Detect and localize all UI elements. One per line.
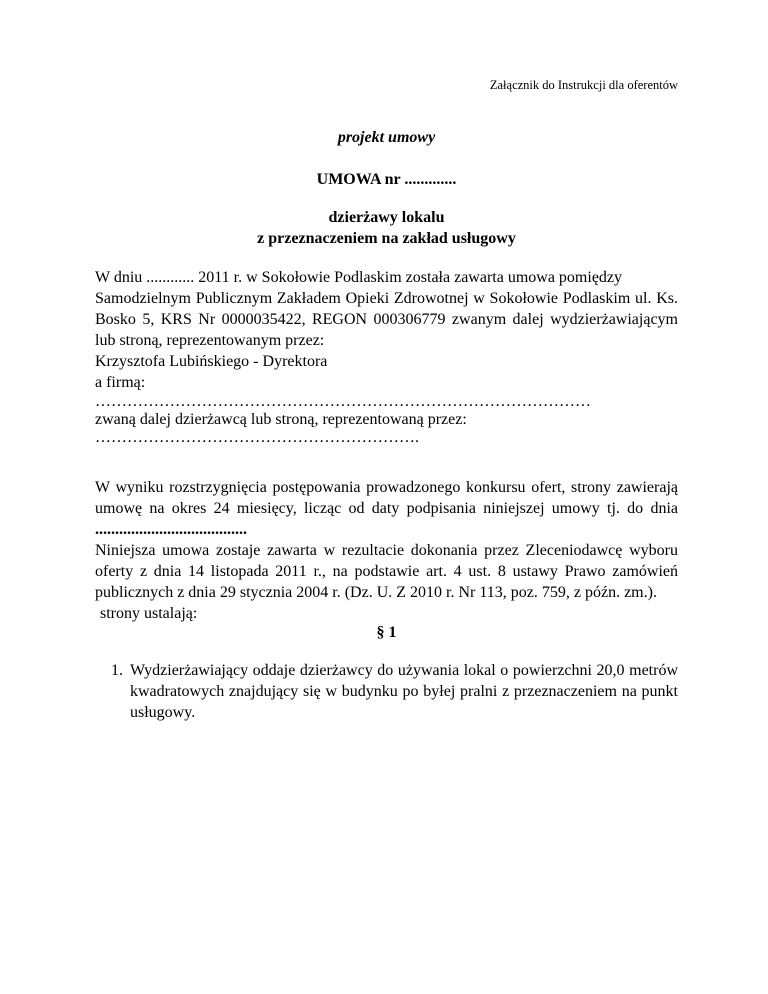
list-item: 1. Wydzierżawiający oddaje dzierżawcy do używania lokal o powierzchni 20,0 metrów kwadratowych znajdujący się w budynku po byłej pralni z przeznaczeniem na punkt usługowy. <box>127 660 678 723</box>
draft-title: projekt umowy <box>337 129 436 146</box>
paragraph-agree: strony ustalają: <box>100 605 198 622</box>
paragraph-company-label: a firmą: <box>95 374 146 391</box>
dotted-line-company-name: ………………………………………………………………………………… <box>95 393 591 410</box>
lessee-block <box>95 393 678 447</box>
section-1-list <box>95 660 678 723</box>
contract-subtitle-line2: z przeznaczeniem na zakład usługowy <box>257 230 516 247</box>
paragraph-director: Krzysztofa Lubińskiego - Dyrektora <box>95 353 328 370</box>
paragraph-term-dots: ...................................... <box>95 521 247 538</box>
contract-number-title: UMOWA nr ............. <box>316 171 457 188</box>
paragraph-term <box>95 477 678 540</box>
attachment-note: Załącznik do Instrukcji dla oferentów <box>489 78 678 92</box>
paragraph-term-text: W wyniku rozstrzygnięcia postępowania prowadzonego konkursu ofert, strony zawierają umowę na okres 24 miesięcy, licząc od daty podpisania niniejszej umowy tj. do dnia <box>95 479 678 517</box>
contract-subtitle-line1: dzierżawy lokalu <box>328 209 445 226</box>
dotted-line-representative: ……………………………………………………. <box>95 429 419 446</box>
paragraph-lessee: zwaną dalej dzierżawcą lub stroną, reprezentowaną przez: <box>95 411 467 428</box>
section-1-heading: § 1 <box>376 624 397 641</box>
paragraph-lessor: Samodzielnym Publicznym Zakładem Opieki Zdrowotnej w Sokołowie Podlaskim ul. Ks. Bosko 5, KRS Nr 0000035422, REGON 000306779 zwanym dalej wydzierżawiającym lub stroną, reprezentowanym przez: <box>95 290 678 349</box>
paragraph-legal-basis: Niniejsza umowa zostaje zawarta w rezultacie dokonania przez Zleceniodawcę wyboru oferty z dnia 14 listopada 2011 r., na podstawie art. 4 ust. 8 ustawy Prawo zamówień publicznych z dnia 29 stycznia 2004 r. (Dz. U. Z 2010 r. Nr 113, poz. 759, z późn. zm.). <box>95 542 678 601</box>
contract-subtitle <box>95 207 678 249</box>
paragraph-intro: W dniu ............ 2011 r. w Sokołowie Podlaskim została zawarta umowa pomiędzy <box>95 269 623 286</box>
